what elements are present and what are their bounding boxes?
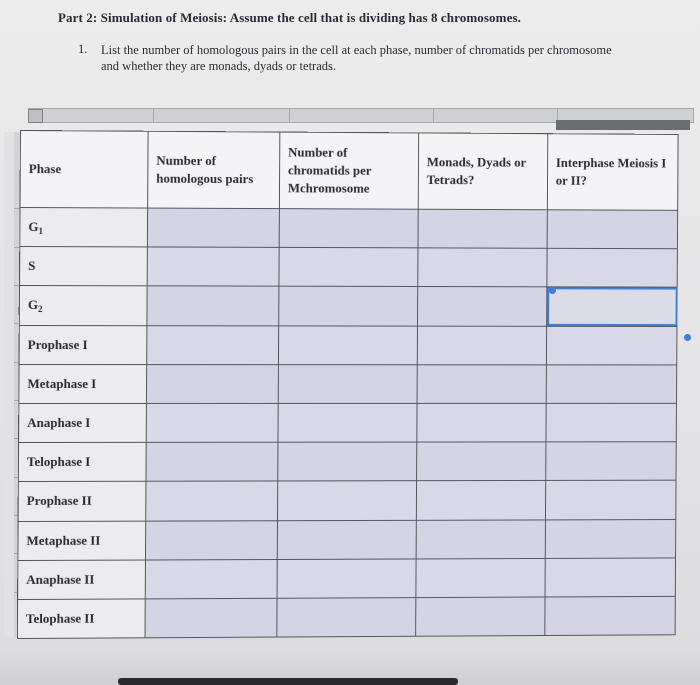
phase-name: S (28, 258, 36, 274)
meiosis-table-container (17, 130, 682, 640)
table-row (18, 442, 676, 482)
monad-dyad-tetrad-cell[interactable] (417, 365, 546, 404)
phase-label (19, 364, 147, 403)
homologous-pairs-cell[interactable] (145, 520, 277, 559)
selection-handle-icon[interactable] (549, 287, 556, 294)
chromatids-cell[interactable] (277, 597, 416, 637)
phase-name: Metaphase II (26, 532, 101, 548)
monad-dyad-tetrad-cell[interactable] (418, 209, 547, 248)
interphase-meiosis-cell[interactable] (546, 326, 677, 365)
chromatids-cell[interactable] (278, 442, 417, 481)
interphase-meiosis-cell[interactable] (545, 480, 676, 519)
phase-name: Prophase II (26, 493, 92, 509)
phase-subscript: 2 (37, 304, 43, 315)
homologous-pairs-cell[interactable] (147, 247, 279, 286)
header-phase: Phase (20, 131, 148, 209)
phase-label (20, 247, 148, 287)
interphase-meiosis-cell[interactable] (547, 210, 678, 249)
bottom-scroll-bar[interactable] (118, 678, 458, 685)
table-select-handle-icon[interactable] (28, 109, 43, 123)
chromatids-cell[interactable] (278, 364, 417, 403)
homologous-pairs-cell[interactable] (146, 442, 278, 481)
phase-name: Prophase I (27, 336, 88, 352)
homologous-pairs-cell[interactable] (145, 598, 277, 638)
table-row (18, 558, 676, 600)
table-row (20, 247, 678, 288)
header-homologous-pairs: Number of homologous pairs (148, 131, 280, 208)
phase-label (18, 560, 146, 600)
chromatids-cell[interactable] (278, 325, 417, 364)
table-row (20, 208, 678, 249)
phase-name: Anaphase II (26, 571, 95, 587)
chromatids-cell[interactable] (279, 287, 418, 326)
header-chromatids-per-chromosome: Number of chromatids per Mchromosome (279, 132, 418, 209)
column-header-dark-bar (556, 120, 690, 130)
interphase-meiosis-cell[interactable] (547, 287, 678, 326)
phase-label (19, 403, 147, 442)
table-row (19, 403, 677, 442)
phase-name: G (27, 296, 39, 313)
monad-dyad-tetrad-cell[interactable] (416, 519, 545, 558)
header-monads-dyads-tetrads: Monads, Dyads or Tetrads? (418, 133, 548, 210)
phase-label (17, 599, 145, 639)
chromatids-cell[interactable] (277, 481, 416, 520)
monad-dyad-tetrad-cell[interactable] (417, 326, 546, 365)
selection-handle-icon[interactable] (684, 334, 691, 341)
interphase-meiosis-cell[interactable] (545, 596, 676, 635)
phase-subscript: 1 (38, 225, 44, 236)
phase-label (19, 286, 147, 325)
table-row (19, 325, 677, 365)
chromatids-cell[interactable] (277, 559, 416, 598)
table-row (19, 364, 677, 403)
chromatids-cell[interactable] (279, 248, 418, 287)
header-interphase-meiosis: Interphase Meiosis I or II? (547, 134, 678, 211)
table-header-row (20, 131, 678, 211)
phase-name: Anaphase I (27, 414, 91, 431)
chromatids-cell[interactable] (277, 520, 416, 559)
monad-dyad-tetrad-cell[interactable] (418, 287, 547, 326)
question-number: 1. (78, 42, 88, 56)
question-text: List the number of homologous pairs in the cell at each phase, number of chromatids per chromosome and whether they are monads, dyads or tetrads. (101, 43, 612, 73)
interphase-meiosis-cell[interactable] (546, 442, 677, 481)
table-row (19, 286, 677, 326)
phase-label (19, 325, 147, 364)
homologous-pairs-cell[interactable] (147, 286, 279, 325)
homologous-pairs-cell[interactable] (146, 403, 278, 442)
chromatids-cell[interactable] (279, 209, 418, 248)
homologous-pairs-cell[interactable] (147, 208, 279, 248)
table-row (18, 519, 676, 560)
monad-dyad-tetrad-cell[interactable] (418, 248, 547, 287)
interphase-meiosis-cell[interactable] (547, 248, 678, 287)
homologous-pairs-cell[interactable] (146, 364, 278, 403)
homologous-pairs-cell[interactable] (147, 325, 279, 364)
monad-dyad-tetrad-cell[interactable] (416, 597, 545, 636)
monad-dyad-tetrad-cell[interactable] (416, 481, 545, 520)
meiosis-table (17, 130, 679, 639)
interphase-meiosis-cell[interactable] (546, 403, 677, 442)
table-row (18, 480, 676, 521)
part-title: Part 2: Simulation of Meiosis: Assume the cell that is dividing has 8 chromosomes. (58, 10, 521, 25)
monad-dyad-tetrad-cell[interactable] (416, 558, 545, 597)
monad-dyad-tetrad-cell[interactable] (417, 442, 546, 481)
phase-label (18, 521, 146, 561)
phase-name: G (28, 218, 39, 234)
interphase-meiosis-cell[interactable] (546, 365, 677, 404)
phase-name: Metaphase I (27, 375, 97, 391)
chromatids-cell[interactable] (278, 403, 417, 442)
phase-label (20, 208, 148, 248)
monad-dyad-tetrad-cell[interactable] (417, 403, 546, 442)
phase-name: Telophase I (26, 454, 91, 470)
phase-label (18, 442, 146, 481)
homologous-pairs-cell[interactable] (145, 559, 277, 599)
interphase-meiosis-cell[interactable] (545, 519, 676, 558)
table-row (17, 596, 675, 638)
phase-name: Telophase II (25, 610, 95, 626)
interphase-meiosis-cell[interactable] (545, 558, 676, 597)
homologous-pairs-cell[interactable] (146, 481, 278, 520)
phase-label (18, 482, 146, 521)
